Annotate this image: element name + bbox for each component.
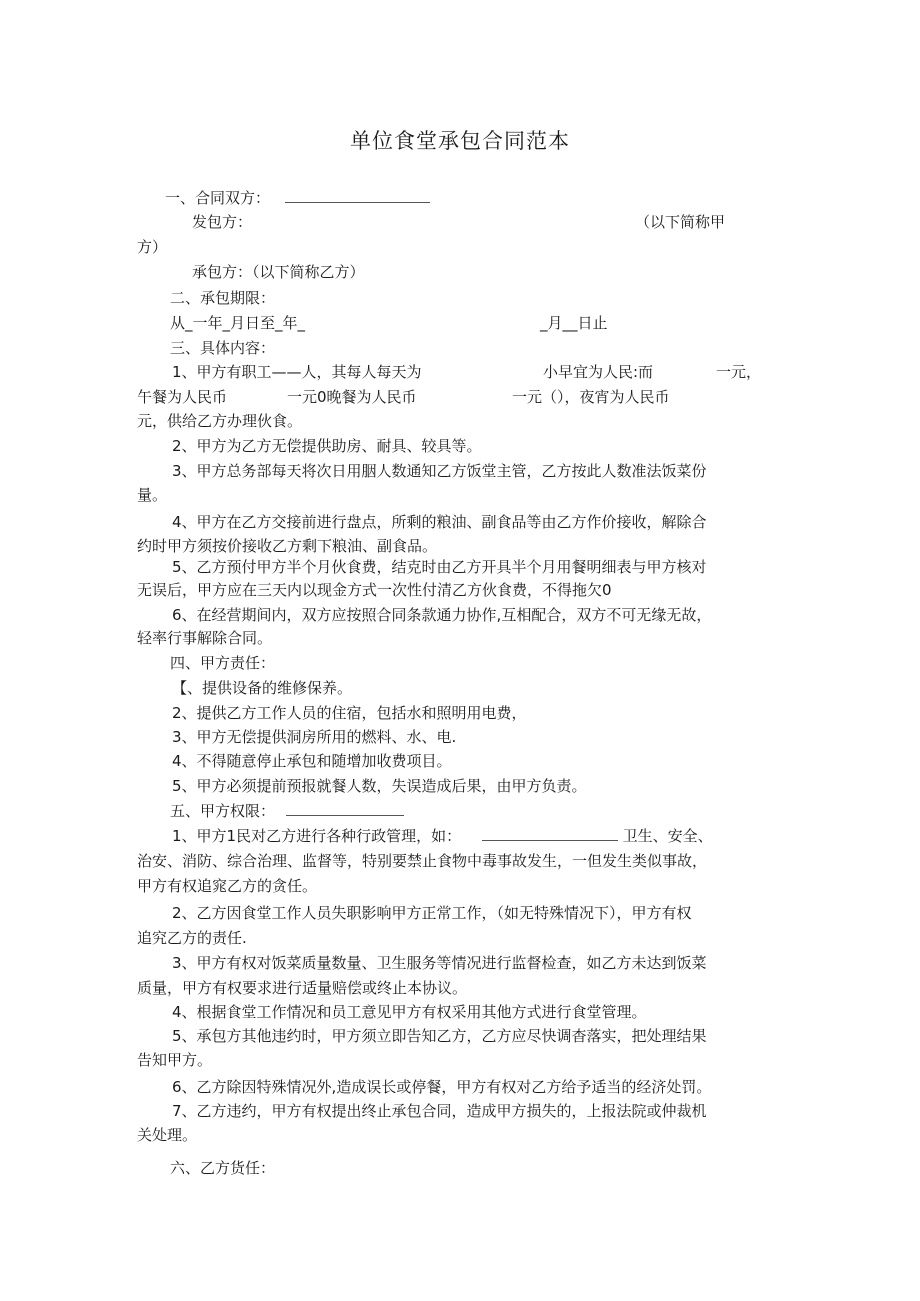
authority-3b: 质量，甲方有权要求进行适量赔偿或终止本协议。 [137, 979, 468, 997]
content-2: 2、甲方为乙方无偿提供助房、耐具、较具等。 [172, 437, 482, 455]
authority-1a-text: 1、甲方1民对乙方进行各种行政管理，如： [172, 827, 462, 845]
content-6a: 6、在经营期间内，双方应按照合同条款通力协作,互相配合，双方不可无缘无故， [172, 606, 712, 624]
authority-4: 4、根据食堂工作情况和员工意见甲方有权采用其他方式进行食堂管理。 [172, 1003, 647, 1021]
responsibility-1: 【、提供设备的维修保养。 [172, 679, 353, 697]
section-3-heading: 三、具体内容： [170, 339, 276, 357]
responsibility-5: 5、甲方必须提前预报就餐人数，失误造成后果，由甲方负责。 [172, 777, 587, 795]
content-1a: 1、甲方有职工——人，其每人每天为 [172, 363, 422, 381]
authority-1-blank [482, 826, 618, 841]
authority-1b-text: 卫生、安全、 [622, 827, 713, 845]
fabao-label: 发包方： [192, 213, 253, 231]
authority-7b: 关处理。 [137, 1126, 198, 1144]
section-5-heading-text: 五、甲方权限： [170, 802, 276, 820]
responsibility-2: 2、提供乙方工作人员的住宿，包括水和照明用电费， [172, 704, 527, 722]
section-2-heading: 二、承包期限： [170, 289, 276, 307]
responsibility-4: 4、不得随意停止承包和随增加收费项目。 [172, 752, 452, 770]
period-start: 从_一年_月日至_年_ [170, 314, 306, 332]
authority-1c: 治安、消防、综合治理、监督等，特别要禁止食物中毒事故发生，一但发生类似事故， [137, 852, 708, 870]
page-title: 单位食堂承包合同范本 [350, 129, 570, 153]
content-4a: 4、甲方在乙方交接前进行盘点，所剩的粮油、副食品等由乙方作价接收，解除合 [172, 513, 707, 531]
section-4-heading: 四、甲方责任： [170, 654, 276, 672]
authority-1a [172, 826, 713, 846]
section-6-heading: 六、乙方货任： [170, 1159, 276, 1177]
fabao-note: （以下简称甲 [635, 213, 726, 231]
content-1e: 一元0晚餐为人民币 [287, 388, 417, 406]
authority-3a: 3、甲方有权对饭菜质量数量、卫生服务等情况进行监督检查，如乙方未达到饭菜 [172, 954, 707, 972]
content-5a: 5、乙方预付甲方半个月伙食费，结克时由乙方开具半个月用餐明细表与甲方核对 [172, 558, 707, 576]
authority-7a: 7、乙方违约，甲方有权提出终止承包合同，造成甲方损失的，上报法院或仲裁机 [172, 1102, 707, 1120]
content-1b: 小早宜为人民:而 [543, 363, 654, 381]
authority-6: 6、乙方除因特殊情况外,造成误长或停餐，甲方有权对乙方给予适当的经济处罚。 [172, 1078, 712, 1096]
authority-5a: 5、承包方其他违约时，甲方须立即告知乙方，乙方应尽快调杳落实，把处理结果 [172, 1027, 707, 1045]
section-1-heading [165, 188, 430, 208]
fabao-note-cont: 方） [137, 238, 168, 256]
content-3b: 量。 [137, 486, 168, 504]
contract-parties-blank [285, 188, 430, 203]
chengbao-line: 承包方：（以下简称乙方） [192, 263, 365, 281]
authority-2a: 2、乙方因食堂工作人员失职影响甲方正常工作，（如无特殊情况下），甲方有权 [172, 904, 692, 922]
section-1-heading-text: 一、合同双方： [165, 189, 271, 207]
authority-5b: 告知甲方。 [137, 1051, 213, 1069]
content-1f: 一元（），夜宵为人民币 [512, 388, 670, 406]
content-5b: 无误后，甲方应在三天内以现金方式一次性付清乙方伙食费，不得拖欠0 [137, 581, 612, 599]
content-4b: 约时甲方须按价接收乙方剩下粮油、副食品。 [137, 537, 438, 555]
responsibility-3: 3、甲方无偿提供洞房所用的燃料、水、电. [172, 728, 457, 746]
section-5-heading [170, 801, 404, 821]
authority-1d: 甲方有权追窕乙方的贪任。 [137, 877, 318, 895]
period-end: _月__日止 [540, 314, 608, 332]
content-1g: 元，供给乙方办理伙食。 [137, 412, 303, 430]
authority-blank [286, 801, 404, 816]
authority-2b: 追究乙方的责任. [137, 929, 247, 947]
content-6b: 轻率行事解除合同。 [137, 629, 273, 647]
content-1d: 午餐为人民币 [137, 388, 228, 406]
content-1c: 一元， [716, 363, 762, 381]
content-3a: 3、甲方总务部每天将次日用胭人数通知乙方饭堂主管，乙方按此人数准法饭菜份 [172, 462, 707, 480]
